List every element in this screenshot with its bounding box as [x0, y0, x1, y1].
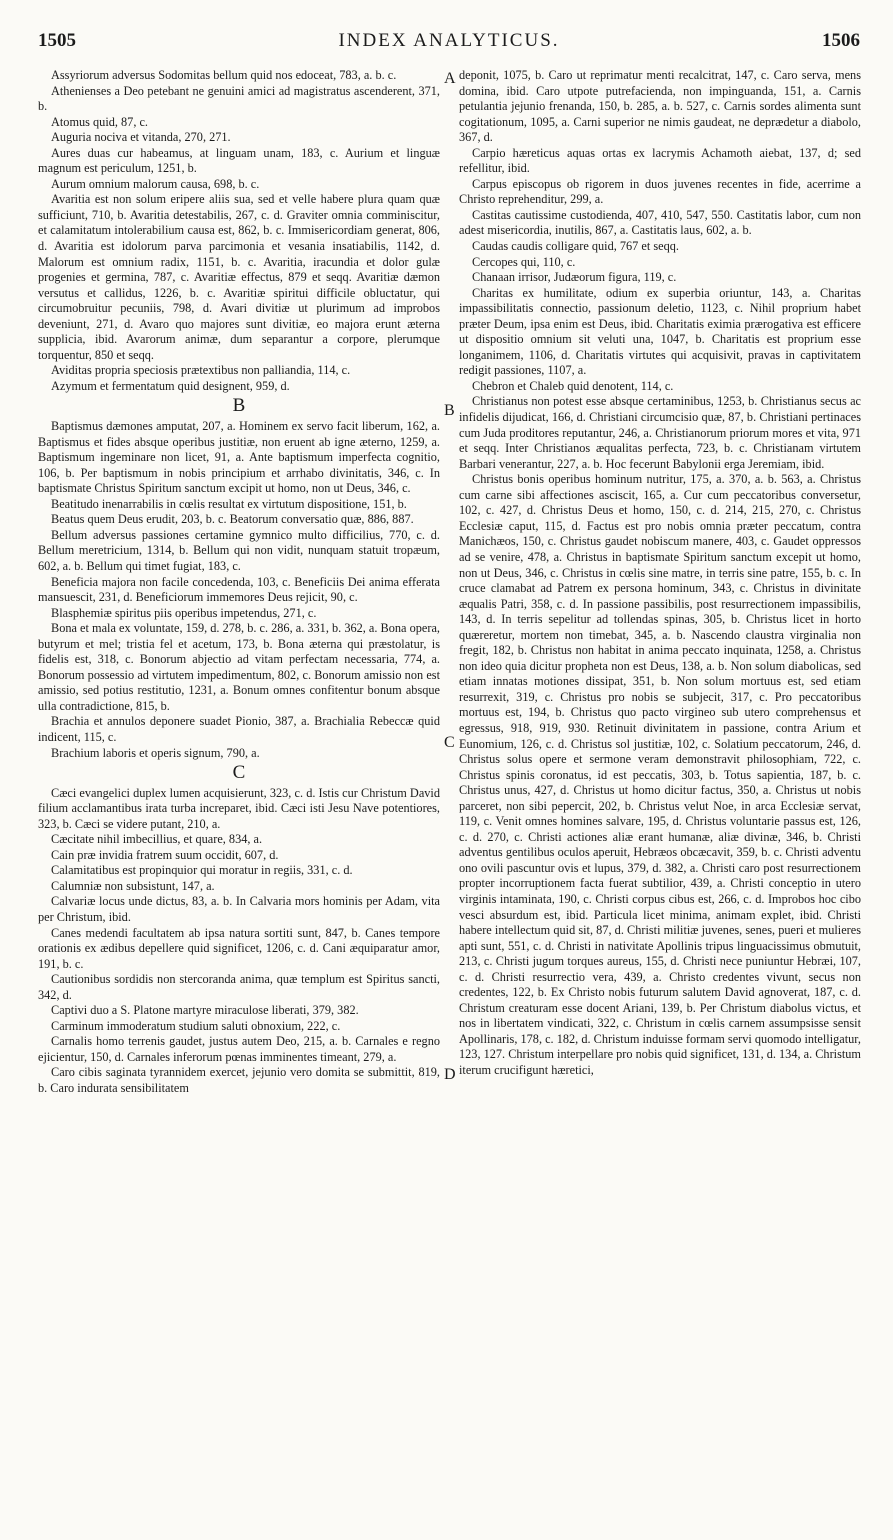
- index-entry: Calumniæ non subsistunt, 147, a.: [51, 878, 215, 893]
- index-entry: Chebron et Chaleb quid denotent, 114, c.: [472, 378, 674, 393]
- index-entry: Christus bonis operibus hominum nutritur, 175, a. 370, a. b. 563, a. Christus cum carne sibi affectiones asciscit, 165, a. Cur cum peccatoribus conversetur, 102, c. 427, d. Christus Deus et homo, 150, c. d. 214, 215, 270, c. Christus Ecclesiæ caput, 115, d. Factus est pro nobis omnia præter peccatum, contra Manichæos, 150, c. Christus gaudet nobiscum manere, 403, c. Gaudet oppressos ad se venire, 478, a. Christus in baptismate Spiritum sanctum excepit ut homo, non ut Deus, 346, c. Christus in cœlis sine matre, in terris sine patre, 155, b. c. In cruce clamabat ad Patrem ex persona hominum, 343, c. Christus in divinitate æqualis Patri, 358, c. d. In passione passibilis, post resurrectionem impassibilis, 143, d. In terris sepelitur ad tollendas spinas, 305, b. Christus licet in horto quæreretur, mortem non timebat, 345, a. b. Nascendo claustra virginalia non fregit, 182, b. Christus non habitat in anima peccato inquinata, 1258, a. Christus non ideo quia dicitur propheta non est Deus, 138, a. b. Non solum diabolicas, sed etiam innatas motiones dissipat, 351, b. Non solum mortuus est, sed etiam resurrexit, 319, c. Christus pro nobis se subjecit, 317, c. Pro peccatoribus mortuus est, 194, b. Christus quo pacto virgineo sub utero comprehensus et egressus, 918, 919, 930. Retinuit divinitatem in passione, contra Arium et Eunomium, 126, c. d. Christus sol justitiæ, 102, c. Solatium peccatorum, 246, d. Christus solus opere et sermone veram demonstravit philosophiam, 722, c. Christus spinis coronatus, id est peccatis, 303, b. Totus sapientia, 187, b. c. Christus unus, 427, d. Christus ut homo dicitur factus, 350, a. Christus ut nobis parceret, non sibi pepercit, 202, b. Christus velut Noe, in arca Ecclesiæ servat, 119, c. Venit omnes homines salvare, 195, d. Christus voluntarie passus est, 126, c. d. 270, c. Christi actiones aliæ erant humanæ, aliæ divinæ, 346, b. Christi adventus gentilibus oculos aperuit, Hebræos obcæcavit, 359, b. c. Christi adventu ono ovili pascuntur ovis et lupus, 379, d. 382, a. Christi caro post resurrectionem propter incorruptionem facta fuerat subtilior, 439, a. Christi conceptio in utero virginis intaminata, 190, c. Christi corpus cibus est, 266, c. d. Improbos hoc cibo vesci absurdum est, ibid. Particula licet minima, animam explet, ibid. Christi habere intellectum quid sit, 87, d. Christi militiæ juvenes, senes, pueri et mulieres apti sunt, 551, c. d. Christi in nativitate Apollinis tripus linguacissimus obmutuit, 213, c. Christi jugum torques aureus, 155, d. Christi nece puniuntur Hebræi, 107, c. d. Christi resurrectio vera, 439, a. Christo credentes vivunt, secus non credentes, 122, b. Ex Christo nobis futurum salutem David agnoverat, 187, c. d. Christum creaturam esse docent Ariani, 139, b. Per Christum diabolus victus, et nos in libertatem vindicati, 322, c. Christum in cœlis carnem assumpsisse sensit Apollinaris, 178, c. 182, d. Christum induisse formam servi quomodo intelligatur, 123, 127. Christum interpellare pro nobis quid significet, 131, d. 134, a. Christum iterum crucifigunt hæretici,: [459, 472, 861, 1077]
- section-letter-heading: C: [232, 762, 246, 784]
- index-entry: Athenienses a Deo petebant ne genuini amici ad magistratus ascenderent, 371, b.: [38, 83, 440, 114]
- index-entry: Cercopes qui, 110, c.: [472, 254, 576, 269]
- index-entry: Carpio hæreticus aquas ortas ex lacrymis Achamoth aiebat, 137, d; sed refellitur, ibid.: [459, 145, 861, 176]
- index-entry: Brachium laboris et operis signum, 790, a.: [51, 745, 260, 760]
- index-entry: Brachia et annulos deponere suadet Pionio, 387, a. Brachialia Rebeccæ quid indicent, 115, c.: [38, 714, 440, 744]
- page-number-left: 1505: [38, 30, 76, 51]
- index-entry: Christianus non potest esse absque certaminibus, 1253, b. Christianus secus ac infidelis dijudicat, 166, d. Christiani circumcisio quæ, 87, b. Christiani pertinaces cum Juda proditores reputantur, 246, a. Christianorum priorum mores et vita, 971 et seqq. Inter Christianos æqualitas perfecta, 723, b. c. Christianam virtutem Barbari venerantur, 227, a. b. Hoc fecerunt Babylonii erga Jeremiam, ibid.: [459, 394, 861, 471]
- index-entry: Baptismus dæmones amputat, 207, a. Hominem ex servo facit liberum, 162, a. Baptismus et fides absque operibus justitiæ, non eruent ab igne æterno, 1259, a. Baptismum ingeminare non licet, 91, a. Ante baptismum imperfecta cognitio, 106, b. Per baptismum in nobis principium et arrhabo divinitatis, 346, c. In baptismate Christus Spiritum sanctum excipit ut homo, non ut Deus, 346, c.: [38, 419, 440, 496]
- running-title: INDEX ANALYTICUS.: [338, 30, 560, 51]
- margin-letter-a: A: [444, 70, 456, 87]
- margin-letter-d: D: [444, 1066, 456, 1083]
- index-entry: Beatus quem Deus erudit, 203, b. c. Beatorum conversatio quæ, 886, 887.: [51, 512, 414, 527]
- index-entry: Beneficia majora non facile concedenda, 103, c. Beneficiis Dei anima efferata mansuescit, 231, d. Beneficiorum immemores Deus rejicit, 90, c.: [38, 574, 440, 605]
- index-entry: deponit, 1075, b. Caro ut reprimatur menti recalcitrat, 147, c. Caro serva, mens domina, ibid. Caro utpote putrefacienda, non impinguanda, 151, a. Carnis petulantia jejunio frenanda, 150, b. 285, a. b. 527, c. Carnis sordes alimenta sunt cogitationum, 1095, a. Carni superior ne nimis gaudeat, ne deprædetur a diabolo, 367, d.: [459, 68, 861, 145]
- index-entry: Aurum omnium malorum causa, 698, b. c.: [51, 176, 260, 191]
- index-entry: Cæcitate nihil imbecillius, et quare, 834, a.: [51, 832, 263, 847]
- index-entry: Castitas cautissime custodienda, 407, 410, 547, 550. Castitatis labor, cum non adest misericordia, inutilis, 867, a. Castitatis laus, 602, a. b.: [459, 207, 861, 238]
- index-entry: Avaritia est non solum eripere aliis sua, sed et velle habere plura quam quæ sufficiunt, 710, b. Avaritia detestabilis, 267, c. d. Graviter omnia comminiscitur, et calamitatum intolerabilium causa est, 862, b. c. Immisericordiam generat, 806, d. Avaritia est idolorum parva parcimonia et vesania insatiabilis, 1142, d. Malorum est omnium radix, 1151, b. c. Avaritia, iracundia et dolor gulæ progenies et germina, 787, c. Avaritiæ effectus, 879 et seqq. Avaritiæ dæmon versutus et callidus, 1226, b. c. Avaritiæ spiritui difficile obluctatur, qui circumobruitur pecuniis, 798, d. Avari divitiæ ut plurimum ad improbos deveniunt, 271, d. Avaro quo majores sunt divitiæ, eo majora erunt æterna supplicia, ibid. Avarorum animæ, dum separantur a corpore, plerumque torquentur, 850 et seqq.: [38, 192, 440, 362]
- index-entry: Assyriorum adversus Sodomitas bellum quid nos edoceat, 783, a. b. c.: [51, 68, 397, 82]
- index-entry: Beatitudo inenarrabilis in cœlis resultat ex virtutum dispositione, 151, b.: [51, 496, 407, 511]
- margin-letter-c: C: [444, 734, 455, 751]
- index-entry: Carnalis homo terrenis gaudet, justus autem Deo, 215, a. b. Carnales e regno ejicientur, 150, d. Carnales inferorum pœnas imminentes timeant, 279, a.: [38, 1034, 440, 1064]
- index-column-left: [38, 68, 440, 1097]
- index-entry: Calamitatibus est propinquior qui moratur in regiis, 331, c. d.: [51, 863, 353, 878]
- index-entry: Carpus episcopus ob rigorem in duos juvenes recentes in fide, acerrime a Christo reprehenditur, 299, a.: [459, 176, 861, 207]
- page-number-right: 1506: [822, 30, 860, 51]
- index-entry: Bona et mala ex voluntate, 159, d. 278, b. c. 286, a. 331, b. 362, a. Bona opera, butyrum et mel; tristia fel et acetum, 173, b. Bona æterna qui præstolatur, is fidelis est, 318, c. Bonorum abjectio ad vitam perfectam necessaria, 774, a. Bonorum possessio ad virtutem impedimentum, 802, c. Bonorum amissio non est amissio, sed potius restitutio, 1231, a. Bonum omnes confitentur bonum absque ulla contradictione, 815, b.: [38, 621, 440, 713]
- index-entry: Caro cibis saginata tyrannidem exercet, jejunio vero domita se submittit, 819, b. Caro indurata sensibilitatem: [38, 1065, 440, 1095]
- index-entry: Chanaan irrisor, Judæorum figura, 119, c.: [472, 270, 677, 285]
- index-entry: Cain præ invidia fratrem suum occidit, 607, d.: [51, 847, 279, 862]
- index-entry: Caudas caudis colligare quid, 767 et seqq.: [472, 239, 679, 254]
- index-entry: Blasphemiæ spiritus piis operibus impetendus, 271, c.: [51, 605, 317, 620]
- index-entry: Carminum immoderatum studium saluti obnoxium, 222, c.: [51, 1018, 341, 1033]
- index-entry: Charitas ex humilitate, odium ex superbia oriuntur, 143, a. Charitas impassibilitatis connectio, passionum deletio, 1123, c. Nihil proprium habet præter Deum, ipsa enim est Deus, ibid. Charitatis eximia prærogativa est efficere ut dispositio omnium sit veluti una, 1047, b. Charitatis est proprium esse longanimem, 1106, d. Charitatis virtutes qui acquisivit, pravas in captivitatem redigit passiones, 1107, a.: [459, 285, 861, 378]
- index-entry: Azymum et fermentatum quid designent, 959, d.: [51, 378, 290, 393]
- index-entry: Cæci evangelici duplex lumen acquisierunt, 323, c. d. Istis cur Christum David filium acclamantibus irata turba increparet, ibid. Cæci isti Jesu Nave potentiores, 323, b. Cæci se videre putant, 210, a.: [38, 785, 440, 831]
- section-letter-heading: B: [232, 395, 246, 417]
- index-entry: Auguria nociva et vitanda, 270, 271.: [51, 130, 231, 145]
- index-entry: Canes medendi facultatem ab ipsa natura sortiti sunt, 847, b. Canes tempore orationis ex ædibus depellere quid significet, 1206, c. d. Cani æquiparatur amor, 191, b. c.: [38, 925, 440, 971]
- page-header: [38, 30, 860, 54]
- index-entry: Cautionibus sordidis non stercoranda anima, quæ templum est Spiritus sancti, 342, d.: [38, 972, 440, 1002]
- index-entry: Atomus quid, 87, c.: [51, 114, 149, 129]
- index-entry: Calvariæ locus unde dictus, 83, a. b. In Calvaria mors hominis per Adam, vita per Christum, ibid.: [38, 894, 440, 924]
- index-entry: Captivi duo a S. Platone martyre miraculose liberati, 379, 382.: [51, 1003, 359, 1018]
- margin-letter-b: B: [444, 402, 455, 419]
- index-entry: Aviditas propria speciosis prætextibus non palliandia, 114, c.: [51, 363, 351, 378]
- index-entry: Bellum adversus passiones certamine gymnico multo difficilius, 770, c. d. Bellum meretricium, 1314, b. Bellum qui non vidit, nunquam statuit tropæum, 602, a. b. Bellum qui timet fugiat, 183, c.: [38, 527, 440, 573]
- index-column-right: [459, 68, 861, 1079]
- index-entry: Aures duas cur habeamus, at linguam unam, 183, c. Aurium et linguæ magnum est periculum, 1251, b.: [38, 145, 440, 176]
